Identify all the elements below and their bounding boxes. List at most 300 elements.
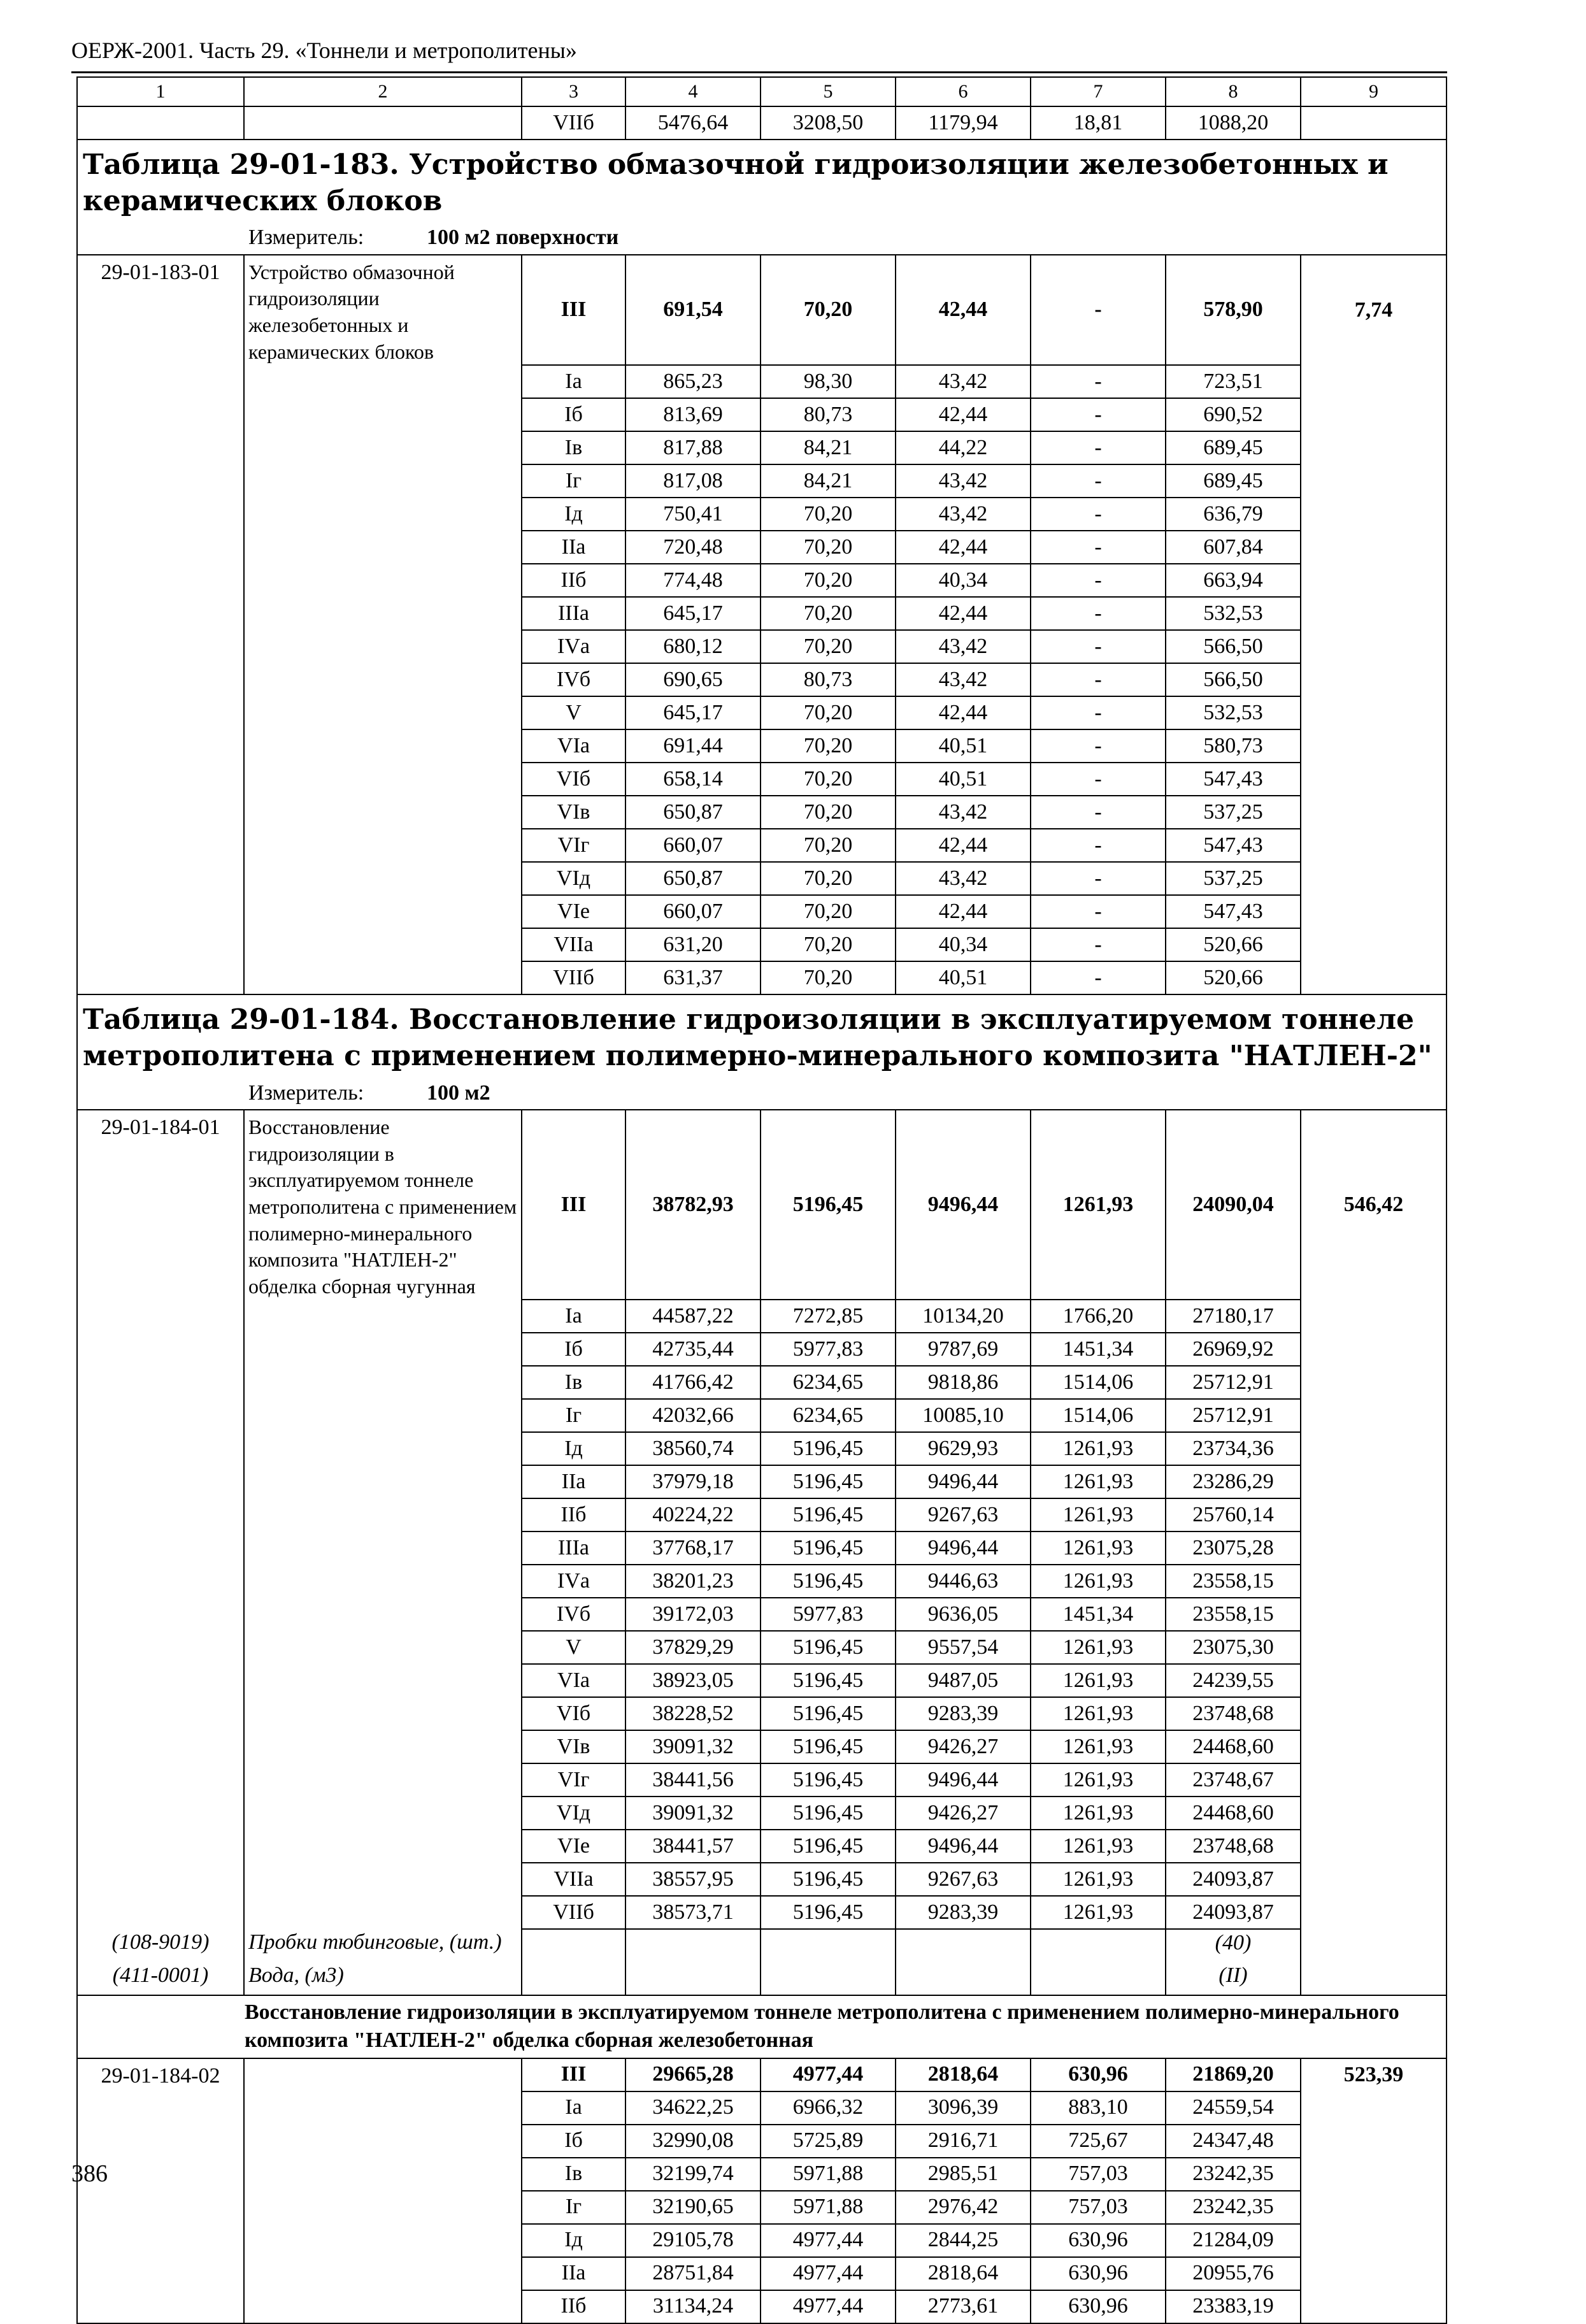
value-cell: 750,41: [625, 498, 761, 531]
resource-row: [77, 1962, 1447, 1995]
labor-cost-cell: [1301, 564, 1447, 597]
labor-cost-cell: [1301, 630, 1447, 663]
value-cell: 645,17: [625, 597, 761, 630]
labor-cost-cell: [1301, 2191, 1447, 2224]
table-row: [77, 2191, 1447, 2224]
item-description: [244, 1399, 522, 1432]
value-cell: 42,44: [896, 829, 1031, 862]
item-code: [77, 1498, 244, 1531]
zone-cell: Iб: [522, 2125, 625, 2158]
labor-cost-cell: [1301, 2290, 1447, 2323]
item-description: [244, 1300, 522, 1333]
item-code: [77, 1465, 244, 1498]
value-cell: 630,96: [1031, 2224, 1166, 2257]
item-code: [77, 1565, 244, 1598]
value-cell: 813,69: [625, 398, 761, 431]
table-row: [77, 431, 1447, 464]
item-description: [244, 663, 522, 696]
value-cell: 4977,44: [761, 2224, 896, 2257]
value-cell: 10085,10: [896, 1399, 1031, 1432]
item-code: [77, 928, 244, 961]
item-description: [244, 1565, 522, 1598]
zone-cell: V: [522, 696, 625, 729]
value-cell: 1261,93: [1031, 1110, 1166, 1300]
value-cell: 80,73: [761, 398, 896, 431]
value-cell: -: [1031, 464, 1166, 498]
value-cell: -: [1031, 431, 1166, 464]
column-number: 9: [1301, 77, 1447, 106]
value-cell: [1301, 106, 1447, 140]
item-code: [77, 2125, 244, 2158]
table-row: [77, 2158, 1447, 2191]
value-cell: 40224,22: [625, 1498, 761, 1531]
value-cell: 70,20: [761, 597, 896, 630]
zone-cell: Iг: [522, 2191, 625, 2224]
item-code: [77, 862, 244, 895]
item-code: [77, 1531, 244, 1565]
item-description: [244, 2091, 522, 2125]
zone-cell: Iг: [522, 1399, 625, 1432]
labor-cost-cell: [1301, 1498, 1447, 1531]
resource-name: Пробки тюбинговые, (шт.): [244, 1929, 522, 1962]
item-code: [77, 1763, 244, 1797]
item-description: [244, 1896, 522, 1929]
value-cell: 566,50: [1166, 663, 1301, 696]
column-number: 4: [625, 77, 761, 106]
value-cell: 3096,39: [896, 2091, 1031, 2125]
zone-cell: VIIб: [522, 961, 625, 994]
value-cell: 40,51: [896, 729, 1031, 763]
value-cell: 9496,44: [896, 1830, 1031, 1863]
value-cell: 630,96: [1031, 2058, 1166, 2091]
item-code: [77, 1830, 244, 1863]
value-cell: 23558,15: [1166, 1565, 1301, 1598]
value-cell: 689,45: [1166, 464, 1301, 498]
item-code: [77, 1697, 244, 1730]
value-cell: -: [1031, 895, 1166, 928]
table-row: [77, 829, 1447, 862]
value-cell: 70,20: [761, 829, 896, 862]
value-cell: 660,07: [625, 829, 761, 862]
zone-cell: III: [522, 255, 625, 365]
value-cell: 38228,52: [625, 1697, 761, 1730]
item-code: [77, 1863, 244, 1896]
value-cell: 21869,20: [1166, 2058, 1301, 2091]
value-cell: 23286,29: [1166, 1465, 1301, 1498]
value-cell: -: [1031, 862, 1166, 895]
item-code: 29-01-184-01: [77, 1110, 244, 1300]
item-code: [77, 2091, 244, 2125]
table-row: [77, 531, 1447, 564]
value-cell: 5196,45: [761, 1797, 896, 1830]
labor-cost-cell: [1301, 531, 1447, 564]
value-cell: 42735,44: [625, 1333, 761, 1366]
value-cell: 1261,93: [1031, 1565, 1166, 1598]
zone-cell: VIIб: [522, 106, 625, 140]
value-cell: 1451,34: [1031, 1333, 1166, 1366]
value-cell: 23748,68: [1166, 1830, 1301, 1863]
item-code: [77, 1300, 244, 1333]
labor-cost-cell: [1301, 498, 1447, 531]
value-cell: -: [1031, 597, 1166, 630]
value-cell: 70,20: [761, 696, 896, 729]
value-cell: 720,48: [625, 531, 761, 564]
value-cell: 1261,93: [1031, 1631, 1166, 1664]
value-cell: 23242,35: [1166, 2158, 1301, 2191]
value-cell: 10134,20: [896, 1300, 1031, 1333]
value-cell: [1031, 1929, 1166, 1962]
value-cell: 9283,39: [896, 1697, 1031, 1730]
zone-cell: Iб: [522, 1333, 625, 1366]
value-cell: 631,20: [625, 928, 761, 961]
item-code: [77, 431, 244, 464]
value-cell: -: [1031, 365, 1166, 398]
table-row: [77, 1465, 1447, 1498]
value-cell: 70,20: [761, 961, 896, 994]
value-cell: 5196,45: [761, 1531, 896, 1565]
labor-cost-cell: [1301, 1697, 1447, 1730]
zone-cell: IIа: [522, 2257, 625, 2290]
value-cell: [761, 1929, 896, 1962]
value-cell: 1261,93: [1031, 1664, 1166, 1697]
value-cell: 520,66: [1166, 928, 1301, 961]
value-cell: 39091,32: [625, 1797, 761, 1830]
resource-code: (411-0001): [77, 1962, 244, 1995]
zone-cell: Iб: [522, 398, 625, 431]
item-description: [244, 928, 522, 961]
item-code: [77, 2191, 244, 2224]
zone-cell: Iв: [522, 431, 625, 464]
labor-cost-cell: [1301, 862, 1447, 895]
value-cell: 40,34: [896, 564, 1031, 597]
value-cell: 5977,83: [761, 1333, 896, 1366]
value-cell: -: [1031, 961, 1166, 994]
value-cell: 663,94: [1166, 564, 1301, 597]
table-row: [77, 663, 1447, 696]
value-cell: 9283,39: [896, 1896, 1031, 1929]
item-code: [77, 630, 244, 663]
value-cell: 9426,27: [896, 1730, 1031, 1763]
labor-cost-cell: [1301, 365, 1447, 398]
item-description: [244, 2058, 522, 2091]
value-cell: 537,25: [1166, 862, 1301, 895]
item-code: [77, 464, 244, 498]
value-cell: 98,30: [761, 365, 896, 398]
value-cell: 24468,60: [1166, 1797, 1301, 1830]
value-cell: 6966,32: [761, 2091, 896, 2125]
value-cell: 2818,64: [896, 2257, 1031, 2290]
value-cell: 43,42: [896, 630, 1031, 663]
table-row: [77, 1498, 1447, 1531]
table-row: [77, 1730, 1447, 1763]
item-code: [77, 663, 244, 696]
value-cell: 38441,56: [625, 1763, 761, 1797]
value-cell: 44,22: [896, 431, 1031, 464]
item-description: [244, 531, 522, 564]
value-cell: 1261,93: [1031, 1531, 1166, 1565]
unit-line: [83, 224, 1441, 252]
item-code: [77, 1333, 244, 1366]
value-cell: 40,51: [896, 763, 1031, 796]
header-rule: [71, 71, 1447, 73]
value-cell: 690,52: [1166, 398, 1301, 431]
labor-cost-cell: [1301, 464, 1447, 498]
value-cell: 42,44: [896, 531, 1031, 564]
value-cell: 5196,45: [761, 1110, 896, 1300]
zone-cell: VIIа: [522, 928, 625, 961]
value-cell: 43,42: [896, 464, 1031, 498]
value-cell: 5977,83: [761, 1598, 896, 1631]
value-cell: 2844,25: [896, 2224, 1031, 2257]
item-description: [244, 2224, 522, 2257]
value-cell: 5196,45: [761, 1896, 896, 1929]
table-row: [77, 398, 1447, 431]
value-cell: 532,53: [1166, 696, 1301, 729]
value-cell: 7272,85: [761, 1300, 896, 1333]
value-cell: 39091,32: [625, 1730, 761, 1763]
labor-cost-cell: [1301, 1598, 1447, 1631]
value-cell: 1451,34: [1031, 1598, 1166, 1631]
table-row: [77, 1598, 1447, 1631]
labor-cost-cell: [1301, 597, 1447, 630]
zone-cell: IIб: [522, 564, 625, 597]
value-cell: 532,53: [1166, 597, 1301, 630]
value-cell: 32190,65: [625, 2191, 761, 2224]
item-description: [244, 862, 522, 895]
zone-cell: VIв: [522, 796, 625, 829]
value-cell: 43,42: [896, 365, 1031, 398]
value-cell: -: [1031, 255, 1166, 365]
value-cell: 5196,45: [761, 1498, 896, 1531]
value-cell: 43,42: [896, 663, 1031, 696]
item-code: [77, 531, 244, 564]
table-row: [77, 2257, 1447, 2290]
value-cell: 43,42: [896, 796, 1031, 829]
value-cell: 5196,45: [761, 1863, 896, 1896]
value-cell: 774,48: [625, 564, 761, 597]
labor-cost-cell: [1301, 2125, 1447, 2158]
labor-cost-cell: 546,42: [1301, 1110, 1447, 1300]
item-code: [77, 1366, 244, 1399]
value-cell: 37829,29: [625, 1631, 761, 1664]
zone-cell: IIIа: [522, 1531, 625, 1565]
column-number: 7: [1031, 77, 1166, 106]
value-cell: 5196,45: [761, 1697, 896, 1730]
item-code: [77, 398, 244, 431]
zone-cell: IIIа: [522, 597, 625, 630]
table-row: [77, 1830, 1447, 1863]
value-cell: 691,44: [625, 729, 761, 763]
value-cell: 817,08: [625, 464, 761, 498]
value-cell: 660,07: [625, 895, 761, 928]
value-cell: [522, 1929, 625, 1962]
zone-cell: VIIб: [522, 1896, 625, 1929]
value-cell: 38441,57: [625, 1830, 761, 1863]
value-cell: 6234,65: [761, 1399, 896, 1432]
zone-cell: VIб: [522, 763, 625, 796]
value-cell: 38201,23: [625, 1565, 761, 1598]
value-cell: 547,43: [1166, 829, 1301, 862]
column-number: 3: [522, 77, 625, 106]
value-cell: 645,17: [625, 696, 761, 729]
zone-cell: III: [522, 1110, 625, 1300]
value-cell: -: [1031, 398, 1166, 431]
value-cell: 9557,54: [896, 1631, 1031, 1664]
item-description: [244, 398, 522, 431]
value-cell: -: [1031, 564, 1166, 597]
labor-cost-cell: [1301, 1631, 1447, 1664]
value-cell: [625, 1929, 761, 1962]
zone-cell: Iд: [522, 2224, 625, 2257]
table-row: [77, 365, 1447, 398]
item-description: [244, 1531, 522, 1565]
resource-code: (108-9019): [77, 1929, 244, 1962]
value-cell: 32990,08: [625, 2125, 761, 2158]
item-code: 29-01-184-02: [77, 2058, 244, 2091]
value-cell: 42,44: [896, 255, 1031, 365]
labor-cost-cell: [1301, 1333, 1447, 1366]
value-cell: -: [1031, 630, 1166, 663]
value-cell: 23748,67: [1166, 1763, 1301, 1797]
labor-cost-cell: [1301, 398, 1447, 431]
value-cell: 5196,45: [761, 1664, 896, 1697]
value-cell: 26969,92: [1166, 1333, 1301, 1366]
zone-cell: VIг: [522, 1763, 625, 1797]
table-row: [77, 464, 1447, 498]
table-row: [77, 1531, 1447, 1565]
item-code: [77, 729, 244, 763]
value-cell: 9426,27: [896, 1797, 1031, 1830]
value-cell: [1301, 1962, 1447, 1995]
table-row: [77, 630, 1447, 663]
item-description: [244, 1797, 522, 1830]
item-description: [244, 696, 522, 729]
item-code: [77, 1797, 244, 1830]
value-cell: 43,42: [896, 862, 1031, 895]
value-cell: 84,21: [761, 464, 896, 498]
item-description: [244, 2257, 522, 2290]
table-row: [77, 2125, 1447, 2158]
table-row: [77, 1333, 1447, 1366]
zone-cell: IIб: [522, 2290, 625, 2323]
table-row: [77, 1631, 1447, 1664]
value-cell: -: [1031, 729, 1166, 763]
labor-cost-cell: [1301, 1730, 1447, 1763]
table-row: [77, 2290, 1447, 2323]
zone-cell: VIе: [522, 895, 625, 928]
item-description: [244, 1366, 522, 1399]
table-title: Таблица 29-01-183. Устройство обмазочной гидроизоляции железобетонных и керамических блоков: [83, 148, 1389, 218]
zone-cell: Iд: [522, 1432, 625, 1465]
labor-cost-cell: 7,74: [1301, 255, 1447, 365]
value-cell: -: [1031, 663, 1166, 696]
column-number: 6: [896, 77, 1031, 106]
value-cell: [761, 1962, 896, 1995]
item-description: [244, 1333, 522, 1366]
labor-cost-cell: [1301, 1896, 1447, 1929]
value-cell: 1261,93: [1031, 1498, 1166, 1531]
table-row: [77, 1110, 1447, 1300]
value-cell: 689,45: [1166, 431, 1301, 464]
value-cell: 25712,91: [1166, 1399, 1301, 1432]
item-code: [77, 498, 244, 531]
value-cell: 70,20: [761, 895, 896, 928]
value-cell: 9496,44: [896, 1465, 1031, 1498]
value-cell: 1261,93: [1031, 1830, 1166, 1863]
value-cell: 9636,05: [896, 1598, 1031, 1631]
labor-cost-cell: [1301, 1465, 1447, 1498]
value-cell: 42,44: [896, 597, 1031, 630]
table-row: [77, 2224, 1447, 2257]
value-cell: 24093,87: [1166, 1863, 1301, 1896]
column-number: 2: [244, 77, 522, 106]
zone-cell: III: [522, 2058, 625, 2091]
value-cell: 883,10: [1031, 2091, 1166, 2125]
item-description: [244, 2191, 522, 2224]
value-cell: 38560,74: [625, 1432, 761, 1465]
value-cell: 70,20: [761, 630, 896, 663]
value-cell: 1261,93: [1031, 1763, 1166, 1797]
value-cell: 25712,91: [1166, 1366, 1301, 1399]
labor-cost-cell: [1301, 1797, 1447, 1830]
labor-cost-cell: [1301, 763, 1447, 796]
table-row: [77, 763, 1447, 796]
subtitle-cell: Восстановление гидроизоляции в эксплуатируемом тоннеле метрополитена с применением полимерно-минерального композита "НАТЛЕН-2" обделка сборная железобетонная: [77, 1995, 1447, 2058]
item-description: [244, 1631, 522, 1664]
value-cell: 9496,44: [896, 1531, 1031, 1565]
value-cell: 650,87: [625, 796, 761, 829]
value-cell: -: [1031, 796, 1166, 829]
value-cell: 39172,03: [625, 1598, 761, 1631]
value-cell: 680,12: [625, 630, 761, 663]
page-number: 386: [71, 2160, 108, 2187]
value-cell: 578,90: [1166, 255, 1301, 365]
zone-cell: IIб: [522, 1498, 625, 1531]
value-cell: 23748,68: [1166, 1697, 1301, 1730]
value-cell: 4977,44: [761, 2290, 896, 2323]
value-cell: 9818,86: [896, 1366, 1031, 1399]
labor-cost-cell: [1301, 928, 1447, 961]
value-cell: 20955,76: [1166, 2257, 1301, 2290]
value-cell: 70,20: [761, 862, 896, 895]
labor-cost-cell: [1301, 796, 1447, 829]
value-cell: 1088,20: [1166, 106, 1301, 140]
item-description: Устройство обмазочной гидроизоляции железобетонных и керамических блоков: [244, 255, 522, 365]
table-row: [77, 597, 1447, 630]
value-cell: 24239,55: [1166, 1664, 1301, 1697]
item-description: [244, 729, 522, 763]
item-description: [244, 464, 522, 498]
value-cell: 40,34: [896, 928, 1031, 961]
value-cell: 2916,71: [896, 2125, 1031, 2158]
value-cell: -: [1031, 763, 1166, 796]
table-row: [77, 255, 1447, 365]
table-row: [77, 2058, 1447, 2091]
value-cell: 1261,93: [1031, 1697, 1166, 1730]
value-cell: 1514,06: [1031, 1399, 1166, 1432]
zone-cell: VIIа: [522, 1863, 625, 1896]
unit-label: Измеритель:: [248, 226, 364, 250]
value-cell: 38923,05: [625, 1664, 761, 1697]
value-cell: -: [1031, 928, 1166, 961]
value-cell: 1766,20: [1031, 1300, 1166, 1333]
zone-cell: Iа: [522, 1300, 625, 1333]
value-cell: 658,14: [625, 763, 761, 796]
table-row: [77, 895, 1447, 928]
item-description: [244, 1498, 522, 1531]
value-cell: 24468,60: [1166, 1730, 1301, 1763]
zone-cell: IIа: [522, 1465, 625, 1498]
